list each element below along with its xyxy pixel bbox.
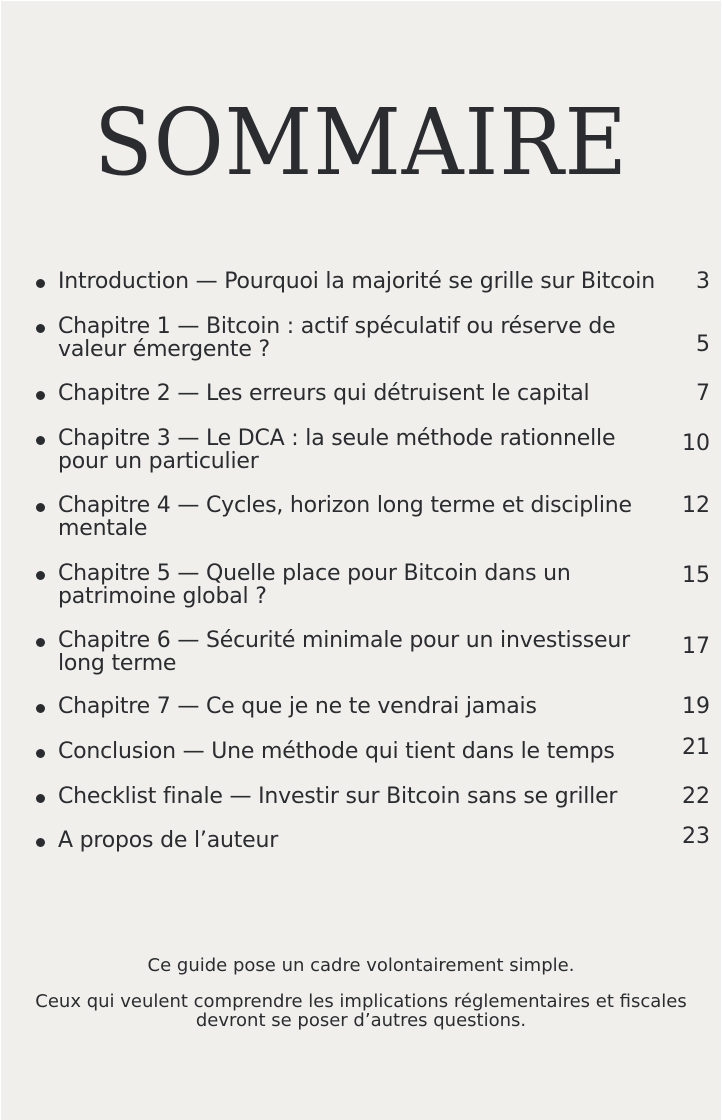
toc-entry-page: 3 bbox=[696, 269, 710, 294]
bullet-icon bbox=[36, 391, 45, 400]
toc-entry-page: 17 bbox=[682, 634, 710, 659]
toc-entry-label: Chapitre 1 — Bitcoin : actif spéculatif ou réserve de valeur émergente ? bbox=[58, 314, 616, 362]
toc-entry-page: 15 bbox=[682, 563, 710, 588]
bullet-icon bbox=[36, 503, 45, 512]
bullet-icon bbox=[36, 749, 45, 758]
bullet-icon bbox=[36, 571, 45, 580]
bullet-icon bbox=[36, 838, 45, 847]
toc-entry-label: Introduction — Pourquoi la majorité se grille sur Bitcoin bbox=[58, 269, 655, 294]
toc-entry-label: Conclusion — Une méthode qui tient dans le temps bbox=[58, 739, 615, 764]
toc-entry-label: Checklist finale — Investir sur Bitcoin sans se griller bbox=[58, 784, 618, 809]
toc-entry-page: 7 bbox=[696, 381, 710, 406]
toc-entry-label: Chapitre 3 — Le DCA : la seule méthode rationnelle pour un particulier bbox=[58, 426, 616, 474]
bullet-icon bbox=[36, 279, 45, 288]
toc-entry-label: Chapitre 4 — Cycles, horizon long terme et discipline mentale bbox=[58, 493, 632, 541]
footer-note: Ce guide pose un cadre volontairement simple. bbox=[147, 955, 575, 976]
bullet-icon bbox=[36, 704, 45, 713]
toc-entry-page: 22 bbox=[682, 784, 710, 809]
toc-entry-page: 12 bbox=[682, 493, 710, 518]
toc-entry-page: 23 bbox=[682, 824, 710, 849]
toc-entry-page: 10 bbox=[682, 431, 710, 456]
page-title: SOMMAIRE bbox=[94, 89, 628, 196]
toc-entry-label: A propos de l’auteur bbox=[58, 828, 279, 853]
toc-entry-label: Chapitre 7 — Ce que je ne te vendrai jamais bbox=[58, 694, 537, 719]
bullet-icon bbox=[36, 436, 45, 445]
toc-entry-page: 19 bbox=[682, 694, 710, 719]
footer-disclaimer: Ceux qui veulent comprendre les implications réglementaires et fiscales devront se poser d’autres questions. bbox=[35, 991, 687, 1031]
toc-entry-label: Chapitre 2 — Les erreurs qui détruisent le capital bbox=[58, 381, 590, 406]
bullet-icon bbox=[36, 638, 45, 647]
toc-entry-label: Chapitre 5 — Quelle place pour Bitcoin dans un patrimoine global ? bbox=[58, 561, 571, 609]
bullet-icon bbox=[36, 794, 45, 803]
toc-entry-page: 21 bbox=[682, 735, 710, 760]
bullet-icon bbox=[36, 324, 45, 333]
toc-entry-label: Chapitre 6 — Sécurité minimale pour un investisseur long terme bbox=[58, 628, 630, 676]
toc-entry-page: 5 bbox=[696, 332, 710, 357]
